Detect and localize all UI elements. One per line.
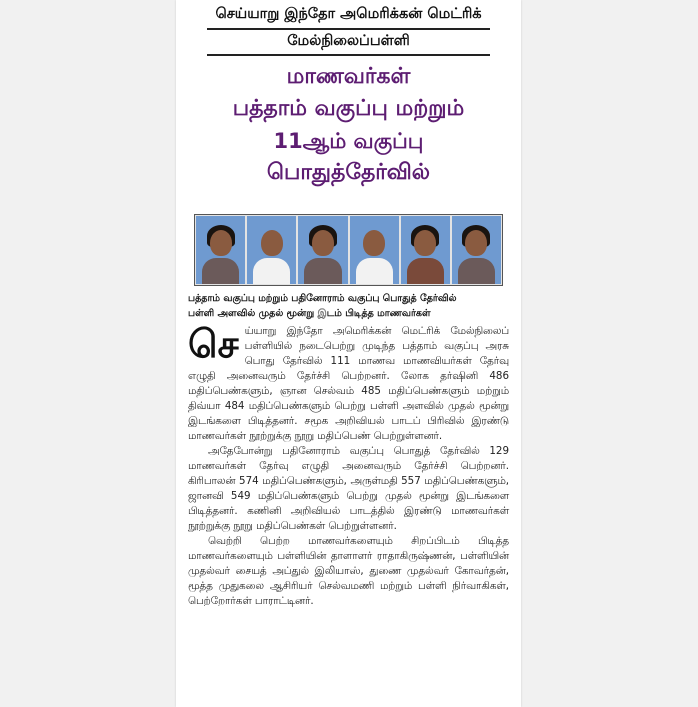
- photo-caption: [188, 291, 509, 321]
- student-photo: [196, 216, 245, 284]
- face: [210, 230, 232, 256]
- paragraph-2: அதேபோன்று பதினோராம் வகுப்பு பொதுத் தேர்வில் 129 மாணவர்கள் தேர்வு எழுதி அனைவரும் தேர்ச்சி பெற்றனர். கிரிபாலன் 574 மதிப்பெண்களும், அருள்மதி 557 மதிப்பெண்களும், ஜானவி 549 மதிப்பெண்களும் பெற்று முதல் மூன்று இடங்களை பிடித்தனர். கணினி அறிவியல் பாடத்தில் இரண்டு மாணவர்கள் நூற்றுக்கு நூறு மதிப்பெண்கள் பெற்றுள்ளனர்.: [188, 445, 509, 532]
- caption-line2: பள்ளி அளவில் முதல் மூன்று இடம் பிடித்த மாணவர்கள்: [188, 308, 431, 319]
- uniform: [304, 258, 341, 284]
- face: [465, 230, 487, 256]
- student-photo: [401, 216, 450, 284]
- student-photo: [452, 216, 501, 284]
- headline-line2: பத்தாம் வகுப்பு மற்றும்: [232, 96, 465, 121]
- face: [414, 230, 436, 256]
- uniform: [458, 258, 495, 284]
- school-name-line1: செய்யாறு இந்தோ அமெரிக்கன் மெட்ரிக்: [215, 6, 482, 22]
- student-photo: [247, 216, 296, 284]
- rule-top: [207, 28, 490, 30]
- headline-line4: பொதுத்தேர்வில்: [266, 160, 431, 185]
- headline-line3: 11ஆம் வகுப்பு: [273, 129, 424, 153]
- headline-line1: மாணவர்கள்: [286, 64, 411, 89]
- face: [261, 230, 283, 256]
- face: [363, 230, 385, 256]
- uniform: [253, 258, 290, 284]
- school-name-line2: மேல்நிலைப்பள்ளி: [287, 33, 410, 49]
- uniform: [407, 258, 444, 284]
- paragraph-1-text: ய்யாறு இந்தோ அமெரிக்கன் மெட்ரிக் மேல்நிலைப் பள்ளியில் நடைபெற்று முடிந்த பத்தாம் வகுப்பு அரசு பொது தேர்வில் 111 மாணவ மாணவியர்கள் தேர்வு எழுதி அனைவரும் தேர்ச்சி பெற்றனர். லோக தர்ஷினி 486 மதிப்பெண்களும், ஞான செல்வம் 485 மதிப்பெண்களும் மற்றும் திவ்யா 484 மதிப்பெண்களும் பெற்று பள்ளி அளவில் முதல் மூன்று இடங்களை பிடித்தனர். சமூக அறிவியல் பாடப் பிரிவில் இரண்டு மாணவர்கள் நூற்றுக்கு நூறு மதிப்பெண் பெற்றுள்ளனர்.: [188, 325, 509, 442]
- face: [312, 230, 334, 256]
- drop-cap: செ: [188, 322, 239, 366]
- paragraph-1: [188, 324, 509, 444]
- paragraph-3: வெற்றி பெற்ற மாணவர்களையும் சிறப்பிடம் பிடித்த மாணவர்களையும் பள்ளியின் தாளாளர் ராதாகிருஷ்ணன், பள்ளியின் முதல்வர் சையத் அப்துல் இலியாஸ், துணை முதல்வர் கோவர்தன், மூத்த முதுகலை ஆசிரியர் செல்வமணி மற்றும் பள்ளி நிர்வாகிகள், பெற்றோர்கள் பாராட்டினர்.: [188, 535, 509, 607]
- student-photo: [350, 216, 399, 284]
- newspaper-clipping: [176, 0, 521, 707]
- uniform: [202, 258, 239, 284]
- rule-bottom: [207, 54, 490, 56]
- student-photos: [194, 214, 503, 286]
- caption-line1: பத்தாம் வகுப்பு மற்றும் பதினோராம் வகுப்பு பொதுத் தேர்வில்: [188, 293, 457, 304]
- uniform: [356, 258, 393, 284]
- student-photo: [298, 216, 347, 284]
- article-body: [188, 324, 509, 609]
